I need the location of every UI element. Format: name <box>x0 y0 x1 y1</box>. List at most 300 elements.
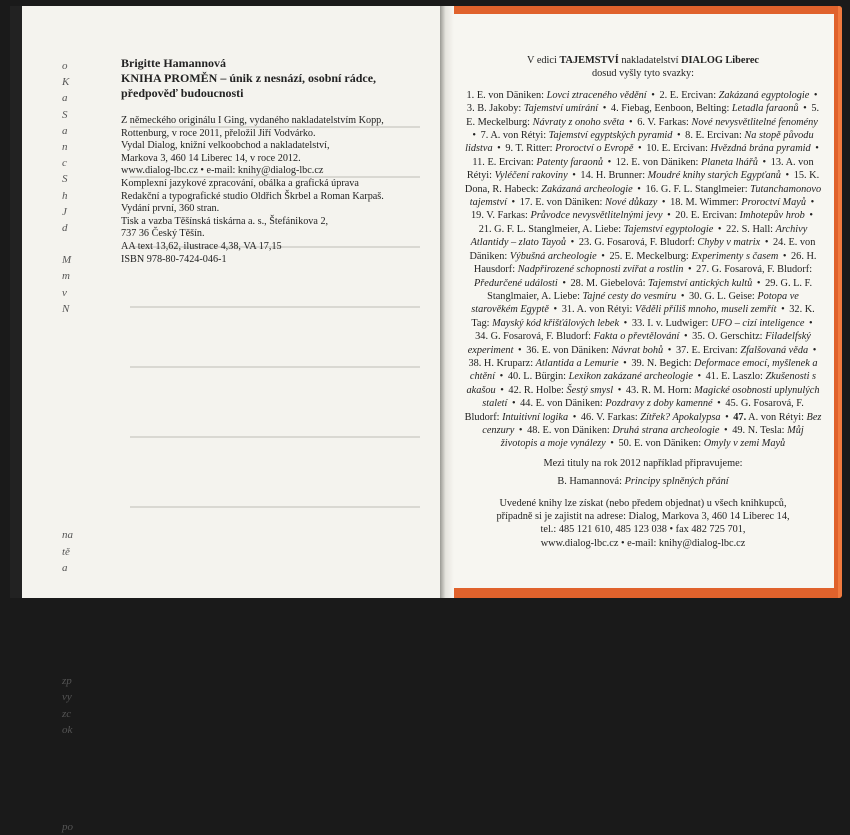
volume-number: 33. <box>631 317 645 329</box>
volume-entry <box>508 371 693 382</box>
left-page <box>10 6 440 833</box>
bullet-separator: • <box>678 290 688 302</box>
adjacent-letter: K <box>62 76 70 89</box>
volume-title: Zkušenosti s akašou <box>466 371 817 396</box>
adjacent-letter <box>62 754 76 770</box>
upcoming-heading: Mezi tituly na rok 2012 například připravujeme: <box>543 457 743 469</box>
bullet-separator: • <box>607 438 617 450</box>
bullet-separator: • <box>621 317 630 329</box>
imprint-line: Markova 3, 460 14 Liberec 14, v roce 2012. <box>121 152 301 164</box>
adjacent-letter: n <box>62 140 68 153</box>
bullet-separator: • <box>620 357 630 369</box>
volume-number: 16. <box>645 183 659 195</box>
volume-author: E. von Däniken: <box>476 89 545 101</box>
adjacent-letter <box>62 382 76 398</box>
volume-title: Nové důkazy <box>604 197 658 209</box>
volume-title: Hvězdná brána pyramid <box>710 143 811 155</box>
volume-entry <box>467 103 598 114</box>
volume-author: H. Hausdorf: <box>473 250 817 276</box>
book-title-line1: KNIHA PROMĚN – únik z nesnází, osobní rádce, <box>121 71 377 85</box>
upcoming-author: B. Hamannová: <box>557 476 622 488</box>
volume-title: Filadelfský experiment <box>467 331 811 356</box>
volume-author: V. Farkas: <box>596 411 638 423</box>
volume-title: Bez cenzury <box>482 411 822 436</box>
volume-title: Deformace emocí, myšlenek a chtění <box>469 357 818 383</box>
adjacent-letter <box>62 430 76 446</box>
adjacent-letter: a <box>62 92 68 105</box>
volume-entry <box>637 117 818 128</box>
adjacent-letter <box>62 479 76 495</box>
volume-entry <box>527 425 719 436</box>
show-through-line <box>130 306 420 308</box>
upcoming-title: Principy splněných přání <box>624 476 729 488</box>
volume-number: 25. <box>609 250 623 262</box>
volume-number: 8. <box>685 130 693 142</box>
volume-title: Mayský kód křišťálových lebek <box>492 317 620 329</box>
adjacent-page-letters <box>62 58 76 835</box>
volume-title: Experimenty s časem <box>691 250 779 262</box>
volume-number: 27. <box>696 264 710 276</box>
bullet-separator: • <box>685 264 695 276</box>
volume-title: Tajemství antických kultů <box>648 277 753 289</box>
volume-author: G. Fosarová, F. Bludorf: <box>594 237 695 249</box>
adjacent-letter: h <box>62 189 68 202</box>
imprint-line: AA text 13,62, ilustrace 4,38, VA 17,15 <box>121 240 282 252</box>
heading-prefix: V edici <box>527 55 557 66</box>
order-info-line: Uvedené knihy lze získat (nebo předem objednat) u všech knihkupců, <box>499 497 787 509</box>
bullet-separator: • <box>780 250 790 262</box>
volume-entry <box>571 278 753 289</box>
adjacent-letter <box>62 803 76 819</box>
book-title-block <box>121 56 441 101</box>
volume-entry <box>581 412 721 423</box>
imprint-line: Rottenburg, v roce 2011, přeložil Jiří Vodvárko. <box>121 127 316 139</box>
volume-number: 28. <box>570 277 584 289</box>
volume-title: Nové nevysvětlitelné fenomény <box>691 116 818 128</box>
volume-entry <box>579 237 760 248</box>
volume-entry <box>670 197 806 208</box>
bullet-separator: • <box>605 156 614 168</box>
volume-author: E. von Däniken: <box>535 197 603 209</box>
volume-title: Výbušná archeologie <box>509 250 597 262</box>
adjacent-letter: o <box>62 60 68 72</box>
page-shadow <box>10 6 22 598</box>
imprint-line: Vydání první, 360 stran. <box>121 203 220 215</box>
adjacent-letter <box>62 625 76 641</box>
volume-title: Moudré knihy starých Egypťanů <box>647 170 781 182</box>
volume-author: E. Ercivan: <box>661 143 708 155</box>
volume-author: A. von Rétyi: <box>466 156 814 182</box>
volume-number: 49. <box>732 424 746 436</box>
bullet-separator: • <box>721 424 731 436</box>
volume-entry <box>475 331 679 342</box>
bullet-separator: • <box>762 237 772 249</box>
bullet-separator: • <box>508 197 518 209</box>
bullet-separator: • <box>509 398 519 410</box>
bullet-separator: • <box>497 371 506 383</box>
volume-entry <box>646 143 810 154</box>
volume-number: 15. <box>793 170 807 182</box>
volume-entry <box>472 157 603 168</box>
volume-title: Nadpřirozené schopnosti zvířat a rostlin <box>517 264 684 276</box>
volume-number: 13. <box>770 156 784 168</box>
volume-title: Planeta lhářů <box>701 156 758 168</box>
bullet-separator: • <box>472 130 479 142</box>
adjacent-letter <box>62 447 76 463</box>
volume-title: Proroctví Mayů <box>741 197 806 209</box>
volume-number: 47. <box>733 411 747 423</box>
bullet-separator: • <box>570 411 579 423</box>
bullet-separator: • <box>811 89 818 101</box>
volume-number: 1. <box>466 89 475 101</box>
volume-author: E. Laszlo: <box>721 371 763 383</box>
volume-entry <box>520 197 658 208</box>
adjacent-letter: N <box>62 302 70 315</box>
volume-title: Patenty faraonů <box>536 156 603 168</box>
adjacent-letter <box>62 463 76 479</box>
imprint-line: ISBN 978-80-7424-046-1 <box>121 253 227 265</box>
bullet-separator: • <box>664 210 674 222</box>
volume-number: 37. <box>675 344 689 356</box>
volume-title: Lovci ztraceného vědění <box>546 89 647 101</box>
bullet-separator: • <box>714 398 724 410</box>
volume-author: I. v. Ludwiger: <box>647 317 709 329</box>
volume-number: 38. <box>468 357 482 369</box>
volume-number: 30. <box>689 290 702 302</box>
volume-number: 42. <box>508 384 522 396</box>
adjacent-letter: na <box>62 529 73 542</box>
adjacent-letter <box>62 236 76 252</box>
bullet-separator: • <box>782 170 792 182</box>
volume-number: 48. <box>527 424 540 436</box>
volume-author: H. Brunner: <box>595 170 646 182</box>
adjacent-letter: M <box>62 254 72 267</box>
adjacent-letter: zc <box>62 707 72 720</box>
bullet-separator: • <box>694 371 704 383</box>
volume-title: Tutanchamonovo tajemství <box>469 183 822 209</box>
volume-number: 32. <box>789 304 803 316</box>
volume-author: T. Ritter: <box>515 143 553 155</box>
volume-number: 46. <box>580 411 594 423</box>
bullet-separator: • <box>497 384 507 396</box>
volume-number: 2. <box>659 89 668 101</box>
volume-title: Imhotepův hrob <box>739 210 805 222</box>
volume-title: Proroctví o Evropě <box>555 143 634 155</box>
volume-title: Můj životopis a moje vynálezy <box>500 424 804 450</box>
imprint-line: Tisk a vazba Těšínská tiskárna a. s., Štefánikova 2, <box>121 215 329 227</box>
volume-title: Tajemství egyptologie <box>623 223 714 235</box>
adjacent-letter: a <box>62 124 68 137</box>
volume-author: O. Gerschitz: <box>707 331 763 343</box>
volume-title: Atlantida a Lemurie <box>535 357 619 369</box>
bullet-separator: • <box>634 183 644 195</box>
volume-author: E. von Däniken: <box>535 398 603 410</box>
volume-author: E. von Däniken: <box>631 156 699 168</box>
adjacent-letter <box>62 576 76 592</box>
volume-number: 36. <box>526 344 540 356</box>
book-gutter <box>440 6 454 598</box>
volume-entry <box>675 210 804 221</box>
volume-title: Chyby v matrix <box>697 237 761 249</box>
volume-title: Věděli příliš mnoho, museli zemřít <box>634 304 777 316</box>
heading-mid: nakladatelství <box>621 55 679 66</box>
volume-number: 40. <box>507 371 521 383</box>
volume-number: 14. <box>580 170 594 182</box>
volume-entry <box>659 90 809 101</box>
volume-author: K. Dona, R. Habeck: <box>464 170 820 195</box>
adjacent-letter <box>62 333 76 349</box>
volume-number: 7. <box>480 130 489 142</box>
volume-title: Potopa ve starověkém Egyptě <box>471 290 799 316</box>
volume-number: 20. <box>675 210 689 222</box>
book-title-line2: předpověď budoucnosti <box>121 86 244 100</box>
volume-author: G. L. F. Stanglmaier, A. Liebe: <box>487 277 813 302</box>
volume-number: 18. <box>670 197 683 209</box>
volume-title: Magické osobnosti uplynulých staletí <box>482 384 820 410</box>
volume-entry <box>520 398 712 409</box>
volume-entry <box>611 103 799 114</box>
volume-title: Zfalšovaná věda <box>740 344 809 356</box>
bullet-separator: • <box>812 143 819 155</box>
bullet-separator: • <box>665 344 674 356</box>
adjacent-letter: tě <box>62 545 70 558</box>
volume-entry <box>468 358 618 369</box>
volume-entry <box>676 345 808 356</box>
volume-author: M. Wimmer: <box>685 197 739 209</box>
show-through-line <box>130 506 420 508</box>
bullet-separator: • <box>808 197 815 209</box>
adjacent-letter: m <box>62 270 70 283</box>
bullet-separator: • <box>681 331 691 343</box>
adjacent-letter <box>62 657 76 673</box>
bullet-separator: • <box>659 197 669 209</box>
volume-title: Předurčené události <box>473 277 558 289</box>
bullet-separator: • <box>600 103 609 115</box>
imprint-line: Redakční a typografické studio Oldřich Škrbel a Roman Karpaš. <box>121 190 384 202</box>
volume-entry <box>467 90 647 101</box>
order-info-line: případně si je zajistit na adrese: Dialog, Markova 3, 460 14 Liberec 14, <box>496 511 790 522</box>
imprint-line: Komplexní jazykové zpracování, obálka a grafická úprava <box>121 177 359 189</box>
volume-entry <box>471 210 663 221</box>
volume-title: Pozdravy z doby kamenné <box>605 398 713 410</box>
bullet-separator: • <box>806 317 813 329</box>
adjacent-letter <box>62 770 76 786</box>
imprint-line: www.dialog-lbc.cz • e-mail: knihy@dialog-lbc.cz <box>121 165 324 177</box>
bullet-separator: • <box>568 237 577 249</box>
volume-title: Zítřek? Apokalypsa <box>640 411 721 423</box>
volume-entry <box>481 130 673 141</box>
adjacent-letter: v <box>62 286 67 299</box>
volume-number: 11. <box>472 156 485 168</box>
volume-title: Zakázaná egyptologie <box>718 89 810 101</box>
volume-number: 41. <box>705 371 719 383</box>
bullet-separator: • <box>569 170 579 182</box>
right-page <box>454 14 834 588</box>
volume-author: S. Hall: <box>741 223 774 235</box>
adjacent-letter: ok <box>62 723 73 736</box>
bullet-separator: • <box>559 277 569 289</box>
volume-author: E. Ercivan: <box>691 344 738 356</box>
volume-title: Šestý smysl <box>566 384 614 396</box>
volume-title: Intuitivní logika <box>502 411 569 423</box>
volume-author: N. Tesla: <box>747 424 785 436</box>
volume-entry <box>609 251 778 262</box>
volume-author: G. L. Geise: <box>704 290 755 302</box>
volume-author: E. Ercivan: <box>690 210 738 222</box>
adjacent-letter <box>62 366 76 382</box>
volume-number: 44. <box>520 398 534 410</box>
adjacent-letter: S <box>62 173 68 186</box>
volume-entries <box>464 89 822 451</box>
volume-title: Omyly v zemi Mayů <box>703 438 786 450</box>
bullet-separator: • <box>722 411 732 423</box>
volume-author: V. Farkas: <box>647 116 689 128</box>
volume-title: Letadla faraonů <box>731 103 799 115</box>
volume-number: 9. <box>505 143 514 155</box>
bullet-separator: • <box>778 304 788 316</box>
volume-title: Tajemství umírání <box>523 103 599 115</box>
volume-title: Fakta o převtělování <box>593 331 680 343</box>
adjacent-letter: vy <box>62 691 72 704</box>
adjacent-letter <box>62 317 76 333</box>
volume-author: R. Holbe: <box>523 384 564 396</box>
volume-title: Průvodce nevysvětlitelnými jevy <box>530 210 663 222</box>
imprint-line: Vydal Dialog, knižní velkoobchod a nakladatelství, <box>121 140 330 152</box>
bullet-separator: • <box>598 250 608 262</box>
order-info-line: www.dialog-lbc.cz • e-mail: knihy@dialog-lbc.cz <box>540 537 746 549</box>
bullet-separator: • <box>754 277 764 289</box>
volume-title: UFO – cizí inteligence <box>710 317 805 329</box>
bullet-separator: • <box>806 210 813 222</box>
volume-author: H. Kruparz: <box>483 357 534 369</box>
volume-author: A. von Rétyi: <box>748 411 804 423</box>
volume-author: N. Begich: <box>646 357 692 369</box>
volume-number: 31. <box>561 304 575 316</box>
book-author: Brigitte Hamannová <box>121 56 226 70</box>
order-info <box>464 497 822 551</box>
edition-name: TAJEMSTVÍ <box>559 55 619 66</box>
volume-number: 26. <box>791 250 804 262</box>
bullet-separator: • <box>759 156 769 168</box>
volume-author: E. Meckelburg: <box>624 250 689 262</box>
adjacent-letter: S <box>62 108 68 121</box>
volume-author: E. Ercivan: <box>669 89 717 101</box>
bullet-separator: • <box>635 143 645 155</box>
bullet-separator: • <box>810 344 817 356</box>
volume-number: 43. <box>625 384 639 396</box>
volume-number: 45. <box>725 398 739 410</box>
adjacent-letter <box>62 511 76 527</box>
adjacent-letter <box>62 786 76 802</box>
volume-author: G. F. L. Stanglmeier: <box>660 183 748 195</box>
adjacent-letter: d <box>62 221 68 234</box>
volume-number: 5. <box>811 103 820 115</box>
bullet-separator: • <box>800 103 810 115</box>
volume-author: V. Farkas: <box>486 210 528 222</box>
volume-number: 22. <box>726 223 739 235</box>
volume-number: 4. <box>610 103 619 115</box>
volume-number: 29. <box>765 277 778 289</box>
adjacent-letter <box>62 495 76 511</box>
volume-author: Fiebag, Eenboon, Belting: <box>621 103 730 115</box>
show-through-line <box>130 436 420 438</box>
adjacent-letter <box>62 592 76 608</box>
volume-author: E. Ercivan: <box>695 130 742 142</box>
volume-author: E. Ercivan: <box>487 156 534 168</box>
bullet-separator: • <box>626 116 636 128</box>
edition-list <box>464 54 822 550</box>
volume-author: R. M. Horn: <box>641 384 692 396</box>
volume-author: L. Bürgin: <box>523 371 567 383</box>
bullet-separator: • <box>550 304 560 316</box>
adjacent-letter: a <box>62 561 68 574</box>
volume-author: A. von Rétyi: <box>576 304 633 316</box>
bullet-separator: • <box>494 143 504 155</box>
imprint-lines <box>121 115 441 266</box>
volume-author: M. Giebelová: <box>585 277 646 289</box>
order-info-line: tel.: 485 121 610, 485 123 038 • fax 482 725 701, <box>540 524 746 536</box>
volume-author: A. von Rétyi: <box>490 130 547 142</box>
volume-title: Lexikon zakázané archeologie <box>568 371 693 383</box>
show-through-line <box>130 366 420 368</box>
volume-number: 23. <box>578 237 592 249</box>
colophon <box>121 56 441 266</box>
volume-author: E. von Däniken: <box>542 424 610 436</box>
adjacent-letter <box>62 641 76 657</box>
imprint-line: 737 36 Český Těšín. <box>121 228 205 240</box>
volume-entry <box>616 157 758 168</box>
volume-author: G. Fosarová, F. Bludorf: <box>490 331 592 343</box>
volume-title: Vyléčení rakoviny <box>494 170 568 182</box>
volume-number: 10. <box>646 143 660 155</box>
bullet-separator: • <box>648 89 658 101</box>
bullet-separator: • <box>516 424 526 436</box>
imprint-line: Z německého originálu I Ging, vydaného nakladatelstvím Kopp, <box>121 115 384 126</box>
volume-number: 50. <box>618 438 632 450</box>
adjacent-letter <box>62 738 76 754</box>
volume-entry <box>580 170 781 181</box>
adjacent-letter: c <box>62 157 67 170</box>
volume-title: Návraty z onoho světa <box>532 116 625 128</box>
upcoming-title-line <box>464 475 822 488</box>
bullet-separator: • <box>615 384 624 396</box>
publisher-name: DIALOG Liberec <box>681 55 759 66</box>
bullet-separator: • <box>715 223 725 235</box>
volume-author: G. F. L. Stanglmeier, A. Liebe: <box>494 223 622 235</box>
adjacent-letter <box>62 414 76 430</box>
volume-title: Druhá strana archeologie <box>612 424 720 436</box>
volume-author: G. Fosarová, F. Bludorf: <box>464 398 804 423</box>
volume-author: E. von Däniken: <box>633 438 702 450</box>
volume-number: 21. <box>478 223 492 235</box>
volume-title: Tajemství egyptských pyramid <box>548 130 673 142</box>
volume-entry <box>632 318 805 329</box>
bullet-separator: • <box>515 344 525 356</box>
volume-author: B. Jakoby: <box>477 103 522 115</box>
volume-number: 19. <box>471 210 484 222</box>
adjacent-letter: J <box>62 205 67 218</box>
adjacent-letter: po <box>62 820 73 833</box>
volume-title: Tajné cesty do vesmíru <box>582 290 677 302</box>
volume-entry <box>479 224 714 235</box>
volume-entry <box>508 385 613 396</box>
volume-author: E. Meckelburg: <box>466 116 531 128</box>
heading-line2: dosud vyšly tyto svazky: <box>591 68 695 80</box>
volume-number: 39. <box>631 357 645 369</box>
volume-number: 6. <box>637 116 645 128</box>
volume-number: 24. <box>773 237 786 249</box>
adjacent-letter <box>62 349 76 365</box>
